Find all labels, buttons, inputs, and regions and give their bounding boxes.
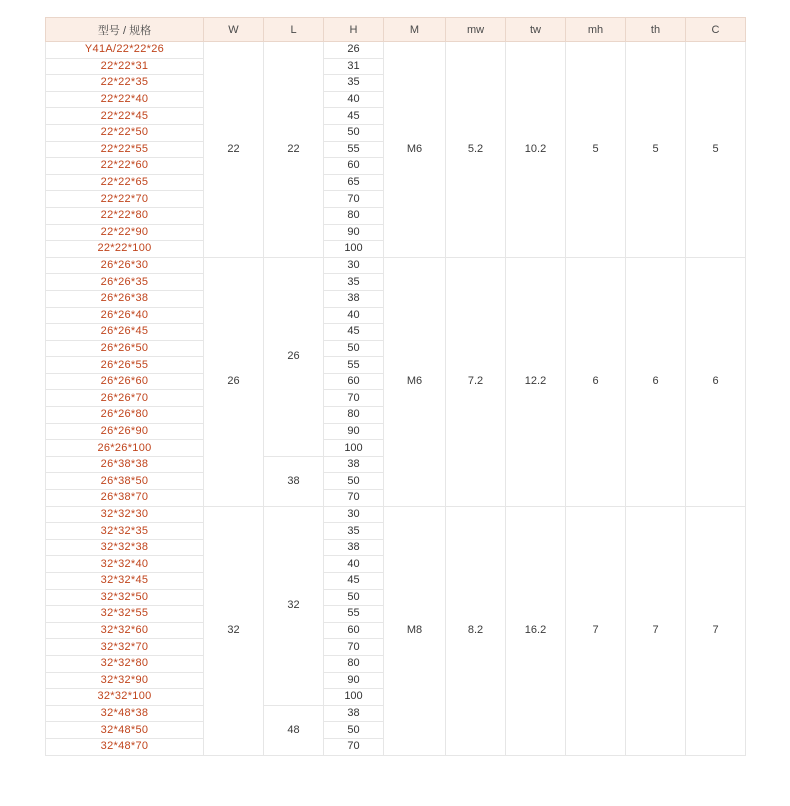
w-cell: 32 [204, 506, 264, 755]
model-cell: 32*32*80 [46, 655, 204, 672]
header-c: C [686, 18, 746, 42]
header-row [46, 18, 746, 42]
model-cell: 22*22*80 [46, 207, 204, 224]
mh-cell: 7 [566, 506, 626, 755]
h-cell: 35 [324, 274, 384, 291]
model-cell: 26*26*55 [46, 357, 204, 374]
model-cell: 22*22*70 [46, 191, 204, 208]
model-cell: 22*22*45 [46, 108, 204, 125]
m-cell: M8 [384, 506, 446, 755]
model-cell: 32*32*90 [46, 672, 204, 689]
h-cell: 55 [324, 606, 384, 623]
h-cell: 38 [324, 705, 384, 722]
h-cell: 55 [324, 357, 384, 374]
header-mw: mw [446, 18, 506, 42]
h-cell: 90 [324, 224, 384, 241]
h-cell: 50 [324, 124, 384, 141]
h-cell: 70 [324, 191, 384, 208]
header-model: 型号 / 规格 [46, 18, 204, 42]
model-cell: 22*22*100 [46, 241, 204, 258]
model-cell: 26*38*70 [46, 490, 204, 507]
h-cell: 26 [324, 42, 384, 59]
h-cell: 50 [324, 589, 384, 606]
model-cell: 32*32*55 [46, 606, 204, 623]
th-cell: 7 [626, 506, 686, 755]
model-cell: 22*22*40 [46, 91, 204, 108]
spec-table-body [46, 42, 746, 756]
c-cell: 5 [686, 42, 746, 258]
h-cell: 45 [324, 573, 384, 590]
l-cell: 22 [264, 42, 324, 258]
h-cell: 80 [324, 207, 384, 224]
tw-cell: 12.2 [506, 257, 566, 506]
h-cell: 40 [324, 307, 384, 324]
header-l: L [264, 18, 324, 42]
m-cell: M6 [384, 257, 446, 506]
h-cell: 60 [324, 158, 384, 175]
table-row [46, 42, 746, 59]
spec-table [45, 17, 746, 756]
h-cell: 50 [324, 722, 384, 739]
h-cell: 100 [324, 241, 384, 258]
header-h: H [324, 18, 384, 42]
h-cell: 80 [324, 655, 384, 672]
model-cell: 26*26*38 [46, 290, 204, 307]
h-cell: 40 [324, 556, 384, 573]
h-cell: 60 [324, 622, 384, 639]
model-cell: 22*22*35 [46, 75, 204, 92]
model-cell: 32*32*40 [46, 556, 204, 573]
l-cell: 38 [264, 456, 324, 506]
h-cell: 70 [324, 738, 384, 755]
model-cell: 26*26*40 [46, 307, 204, 324]
tw-cell: 16.2 [506, 506, 566, 755]
mh-cell: 5 [566, 42, 626, 258]
model-cell: 26*26*60 [46, 373, 204, 390]
tw-cell: 10.2 [506, 42, 566, 258]
th-cell: 6 [626, 257, 686, 506]
h-cell: 60 [324, 373, 384, 390]
h-cell: 70 [324, 490, 384, 507]
model-cell: 26*26*30 [46, 257, 204, 274]
model-cell: 26*38*38 [46, 456, 204, 473]
l-cell: 48 [264, 705, 324, 755]
w-cell: 22 [204, 42, 264, 258]
l-cell: 26 [264, 257, 324, 456]
h-cell: 45 [324, 108, 384, 125]
model-cell: 26*26*100 [46, 440, 204, 457]
h-cell: 65 [324, 174, 384, 191]
h-cell: 100 [324, 689, 384, 706]
w-cell: 26 [204, 257, 264, 506]
table-row [46, 506, 746, 523]
h-cell: 50 [324, 473, 384, 490]
h-cell: 80 [324, 407, 384, 424]
model-cell: 32*32*70 [46, 639, 204, 656]
mw-cell: 7.2 [446, 257, 506, 506]
h-cell: 90 [324, 672, 384, 689]
model-cell: 32*32*50 [46, 589, 204, 606]
model-cell: 32*48*38 [46, 705, 204, 722]
model-cell: 26*38*50 [46, 473, 204, 490]
model-cell: Y41A/22*22*26 [46, 42, 204, 59]
h-cell: 40 [324, 91, 384, 108]
model-cell: 22*22*55 [46, 141, 204, 158]
th-cell: 5 [626, 42, 686, 258]
model-cell: 22*22*50 [46, 124, 204, 141]
model-cell: 22*22*65 [46, 174, 204, 191]
model-cell: 22*22*31 [46, 58, 204, 75]
header-m: M [384, 18, 446, 42]
h-cell: 35 [324, 75, 384, 92]
model-cell: 26*26*45 [46, 324, 204, 341]
header-tw: tw [506, 18, 566, 42]
h-cell: 38 [324, 539, 384, 556]
model-cell: 26*26*80 [46, 407, 204, 424]
mw-cell: 8.2 [446, 506, 506, 755]
model-cell: 32*32*45 [46, 573, 204, 590]
model-cell: 26*26*35 [46, 274, 204, 291]
mh-cell: 6 [566, 257, 626, 506]
h-cell: 55 [324, 141, 384, 158]
h-cell: 70 [324, 390, 384, 407]
h-cell: 31 [324, 58, 384, 75]
model-cell: 32*48*70 [46, 738, 204, 755]
model-cell: 32*32*38 [46, 539, 204, 556]
l-cell: 32 [264, 506, 324, 705]
header-mh: mh [566, 18, 626, 42]
model-cell: 22*22*90 [46, 224, 204, 241]
h-cell: 45 [324, 324, 384, 341]
m-cell: M6 [384, 42, 446, 258]
c-cell: 7 [686, 506, 746, 755]
model-cell: 32*32*100 [46, 689, 204, 706]
model-cell: 32*32*30 [46, 506, 204, 523]
h-cell: 30 [324, 506, 384, 523]
h-cell: 50 [324, 340, 384, 357]
model-cell: 26*26*50 [46, 340, 204, 357]
table-row [46, 257, 746, 274]
h-cell: 100 [324, 440, 384, 457]
model-cell: 32*32*60 [46, 622, 204, 639]
h-cell: 38 [324, 456, 384, 473]
c-cell: 6 [686, 257, 746, 506]
mw-cell: 5.2 [446, 42, 506, 258]
h-cell: 30 [324, 257, 384, 274]
h-cell: 70 [324, 639, 384, 656]
model-cell: 32*48*50 [46, 722, 204, 739]
model-cell: 26*26*90 [46, 423, 204, 440]
model-cell: 32*32*35 [46, 523, 204, 540]
h-cell: 38 [324, 290, 384, 307]
model-cell: 22*22*60 [46, 158, 204, 175]
header-w: W [204, 18, 264, 42]
h-cell: 35 [324, 523, 384, 540]
h-cell: 90 [324, 423, 384, 440]
header-th: th [626, 18, 686, 42]
model-cell: 26*26*70 [46, 390, 204, 407]
